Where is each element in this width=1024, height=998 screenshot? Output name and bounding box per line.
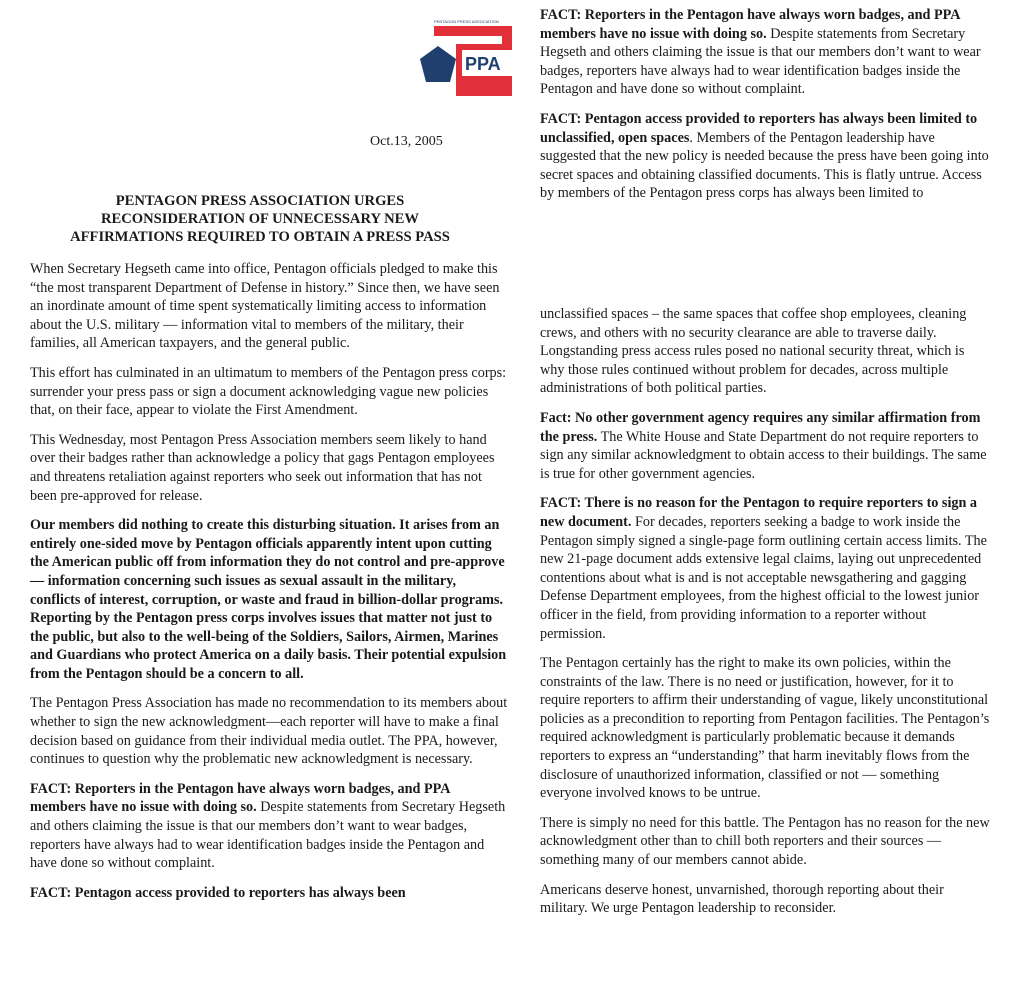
paragraph — [30, 516, 508, 683]
right-column-top — [540, 6, 992, 214]
paragraph-text: The Pentagon certainly has the right to make its own policies, within the constraints of the law. There is no need or justification, however, for it to require reporters to affirm their understanding of vague, likely unconstitutional policies as a precondition to reporting from Pentagon facilities. The Pentagon’s required acknowledgment is particularly problematic because it demands reporters to express an “understanding” that harm inevitably flows from the disclosure of unauthorized information, classified or not — something everyone involved knows to be untrue. — [540, 655, 990, 802]
left-column-body — [30, 260, 508, 913]
paragraph — [30, 884, 508, 903]
right-column-bottom — [540, 305, 992, 929]
logo-acronym: PPA — [465, 54, 501, 74]
paragraph-bold-lead: Our members did nothing to create this disturbing situation. It arises from an entirely one-sided move by Pentagon officials apparently intent upon cutting the American public off from information they do not control and pre-approve — information concerning such issues as sexual assault in the military, conflicts of interest, corruption, or waste and fraud in billion-dollar programs. Reporting by the Pentagon press corps involves issues that matter not just to the public, but also to the well-being of the Soldiers, Sailors, Airmen, Marines and Guardians who protect America on a daily basis. Their potential expulsion from the Pentagon should be a concern to all. — [30, 517, 507, 682]
paragraph — [30, 431, 508, 505]
paragraph — [30, 364, 508, 420]
paragraph-text: This effort has culminated in an ultimatum to members of the Pentagon press corps: surrender your press pass or sign a document acknowledging vague new policies that, on their face, appear to violate the First Amendment. — [30, 364, 507, 419]
ppa-logo — [416, 14, 512, 96]
paragraph-text: Americans deserve honest, unvarnished, thorough reporting about their military. We urge Pentagon leadership to reconsider. — [540, 881, 944, 917]
paragraph — [540, 110, 992, 203]
paragraph — [540, 305, 992, 398]
paragraph-bold-lead: FACT: There is no reason for the Pentagon to require reporters to sign a new document. — [540, 495, 978, 530]
paragraph-text: There is simply no need for this battle. The Pentagon has no reason for the new acknowledgment other than to chill both reporters and their sources — something many of our members cannot abide. — [540, 814, 990, 869]
paragraph-text: When Secretary Hegseth came into office, Pentagon officials pledged to make this “the most transparent Department of Defense in history.” Since then, we have seen an inordinate amount of time spent systematically limiting access to information about the U.S. military — information vital to members of the military, their families, all American taxpayers, and the general public. — [30, 261, 500, 352]
release-date: Oct.13, 2005 — [370, 134, 443, 149]
paragraph-text: This Wednesday, most Pentagon Press Association members seem likely to hand over their badges rather than acknowledge a policy that gags Pentagon employees and threatens retaliation against reporters who seek out information that has not been pre-approved for release. — [30, 431, 495, 504]
paragraph — [540, 654, 992, 803]
paragraph — [540, 881, 992, 918]
paragraph-text: Despite statements from Secretary Hegseth and others claiming the issue is that our members don’t want to wear badges, reporters have always had to wear identification badges inside the Pentagon and have done so without complaint. — [30, 799, 506, 872]
paragraph — [30, 780, 508, 873]
paragraph-bold-lead: FACT: Pentagon access provided to reporters has always been limited to unclassified, open spaces — [540, 110, 978, 146]
press-release-title: PENTAGON PRESS ASSOCIATION URGES RECONSIDERATION OF UNNECESSARY NEW AFFIRMATIONS REQUIRED TO OBTAIN A PRESS PASS — [70, 193, 450, 245]
paragraph-bold-lead: FACT: Reporters in the Pentagon have always worn badges, and PPA members have no issue with doing so. — [540, 7, 960, 42]
paragraph — [540, 814, 992, 870]
paragraph-text: . Members of the Pentagon leadership have suggested that the new policy is needed because the press have been going into secret spaces and obtaining classified documents. This is flatly untrue. Access by members of the Pentagon press corps has always been limited to — [540, 129, 989, 202]
paragraph-text: The Pentagon Press Association has made no recommendation to its members about whether to sign the new acknowledgment—each reporter will have to make a final decision based on guidance from their individual media outlet. The PPA, however, continues to question why the problematic new acknowledgment is necessary. — [30, 695, 508, 768]
paragraph-text: Despite statements from Secretary Hegseth and others claiming the issue is that our members don’t want to wear badges, reporters have always had to wear identification badges inside the Pentagon and have done so without complaint. — [540, 25, 981, 98]
paragraph — [30, 694, 508, 768]
paragraph-bold-lead: FACT: Pentagon access provided to reporters has always been — [30, 884, 406, 901]
paragraph-bold-lead: FACT: Reporters in the Pentagon have always worn badges, and PPA members have no issue with doing so. — [30, 780, 450, 816]
paragraph — [540, 6, 992, 99]
paragraph-bold-lead: Fact: No other government agency requires any similar affirmation from the press. — [540, 409, 981, 445]
logo-org-text: PENTAGON PRESS ASSOCIATION — [434, 19, 499, 24]
paragraph — [540, 409, 992, 483]
paragraph-text: For decades, reporters seeking a badge to work inside the Pentagon simply signed a single-page form outlining certain access limits. The new 21-page document adds extensive legal claims, laying out unprecedented contentions about what is and is not acceptable newsgathering and gagging Defense Department employees, from the highest official to the lowest junior officer in the field, from providing information to a reporter without permission. — [540, 513, 987, 642]
paragraph — [30, 260, 508, 353]
paragraph-text: The White House and State Department do not require reporters to sign any similar acknowledgment to obtain access to their buildings. The same is true for other government agencies. — [540, 428, 987, 482]
paragraph-text: unclassified spaces – the same spaces that coffee shop employees, cleaning crews, and others with no security clearance are able to traverse daily. Longstanding press access rules posed no national security threat, which is why those rules continued without problem for decades, across multiple administrations of both political parties. — [540, 306, 967, 397]
paragraph — [540, 494, 992, 643]
